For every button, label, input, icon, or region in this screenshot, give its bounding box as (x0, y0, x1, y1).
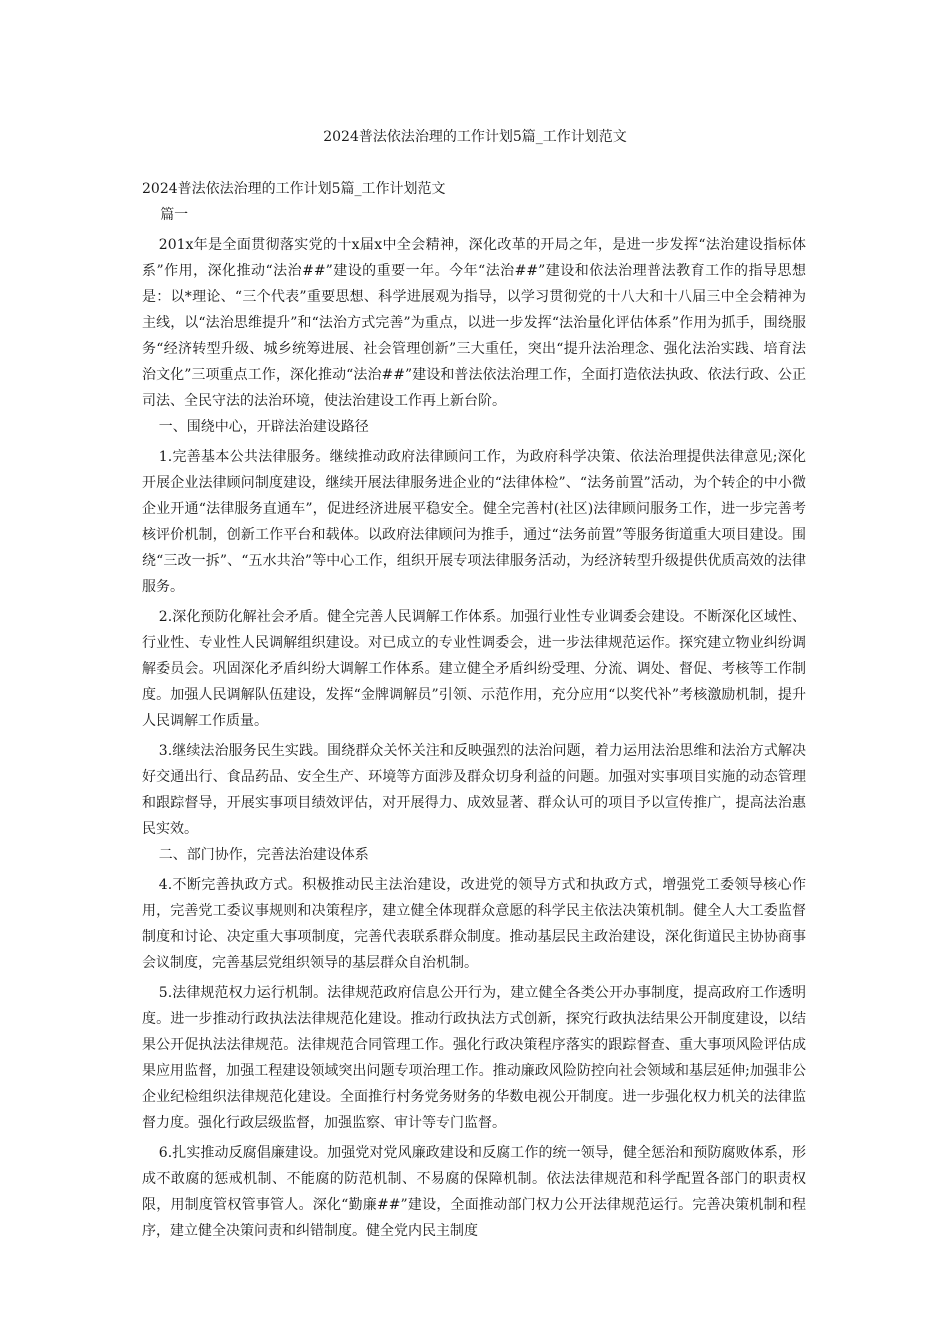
document-title: 2024普法依法治理的工作计划5篇_工作计划范文 (323, 129, 627, 145)
intro-paragraph: 201x年是全面贯彻落实党的十x届x中全会精神，深化改革的开局之年，是进一步发挥“法治建设指标体系”作用，深化推动“法治##”建设的重要一年。今年“法治##”建设和依法治理普法教育工作的指导思想是：以*理论、“三个代表”重要思想、科学进展观为指导，以学习贯彻党的十八大和十八届三中全会精神为主线，以“法治思维提升”和“法治方式完善”为重点，以进一步发挥“法治量化评估体系”作用为抓手，围绕服务“经济转型升级、城乡统筹进展、社会管理创新”三大重任，突出“提升法治理念、强化法治实践、培育法治文化”三项重点工作，深化推动“法治##”建设和普法依法治理工作，全面打造依法执政、依法行政、公正司法、全民守法的法治环境，使法治建设工作再上新台阶。 (142, 237, 806, 409)
document-subtitle: 2024普法依法治理的工作计划5篇_工作计划范文 (142, 181, 446, 197)
paragraph-item-5: 5.法律规范权力运行机制。法律规范政府信息公开行为，建立健全各类公开办事制度，提高政府工作透明度。进一步推动行政执法法律规范化建设。推动行政执法方式创新，探究行政执法结果公开制度建设，以结果公开促执法法律规范。法律规范合同管理工作。强化行政决策程序落实的跟踪督查、重大事项风险评估成果应用监督，加强工程建设领域突出问题专项治理工作。推动廉政风险防控向社会领域和基层延伸;加强非公企业纪检组织法律规范化建设。全面推行村务党务财务的华数电视公开制度。进一步强化权力机关的法律监督力度。强化行政层级监督，加强监察、审计等专门监督。 (142, 985, 806, 1131)
paragraph-item-3: 3.继续法治服务民生实践。围绕群众关怀关注和反映强烈的法治问题，着力运用法治思维和法治方式解决好交通出行、食品药品、安全生产、环境等方面涉及群众切身利益的问题。加强对实事项目实施的动态管理和跟踪督导，开展实事项目绩效评估，对开展得力、成效显著、群众认可的项目予以宣传推广，提高法治惠民实效。 (142, 743, 806, 837)
paragraph-item-2: 2.深化预防化解社会矛盾。健全完善人民调解工作体系。加强行业性专业调委会建设。不断深化区域性、行业性、专业性人民调解组织建设。对已成立的专业性调委会，进一步法律规范运作。探究建立物业纠纷调解委员会。巩固深化矛盾纠纷大调解工作体系。建立健全矛盾纠纷受理、分流、调处、督促、考核等工作制度。加强人民调解队伍建设，发挥“金牌调解员”引领、示范作用，充分应用“以奖代补”考核激励机制，提升人民调解工作质量。 (142, 609, 806, 729)
section-heading-2: 二、部门协作，完善法治建设体系 (158, 847, 369, 863)
document-body (142, 176, 806, 1244)
paragraph-item-1: 1.完善基本公共法律服务。继续推动政府法律顾问工作，为政府科学决策、依法治理提供法律意见;深化开展企业法律顾问制度建设，继续开展法律服务进企业的“法律体检”、“法务前置”活动，为个转企的中小微企业开通“法律服务直通车”，促进经济进展平稳安全。健全完善村(社区)法律顾问服务工作，进一步完善考核评价机制，创新工作平台和载体。以政府法律顾问为推手，通过“法务前置”等服务街道重大项目建设。围绕“三改一拆”、“五水共治”等中心工作，组织开展专项法律服务活动，为经济转型升级提供优质高效的法律服务。 (142, 449, 806, 595)
paragraph-item-4: 4.不断完善执政方式。积极推动民主法治建设，改进党的领导方式和执政方式，增强党工委领导核心作用，完善党工委议事规则和决策程序，建立健全体现群众意愿的科学民主依法决策机制。健全人大工委监督制度和讨论、决定重大事项制度，完善代表联系群众制度。推动基层民主政治建设，深化街道民主协协商事会议制度，完善基层党组织领导的基层群众自治机制。 (142, 877, 806, 971)
section-heading-1: 一、围绕中心，开辟法治建设路径 (158, 419, 369, 435)
paragraph-item-6: 6.扎实推动反腐倡廉建设。加强党对党风廉政建设和反腐工作的统一领导，健全惩治和预防腐败体系，形成不敢腐的惩戒机制、不能腐的防范机制、不易腐的保障机制。依法法律规范和科学配置各部门的职责权限，用制度管权管事管人。深化“勤廉##”建设，全面推动部门权力公开法律规范运行。完善决策机制和程序，建立健全决策问责和纠错制度。健全党内民主制度 (142, 1145, 806, 1239)
part-label: 篇一 (160, 207, 189, 223)
